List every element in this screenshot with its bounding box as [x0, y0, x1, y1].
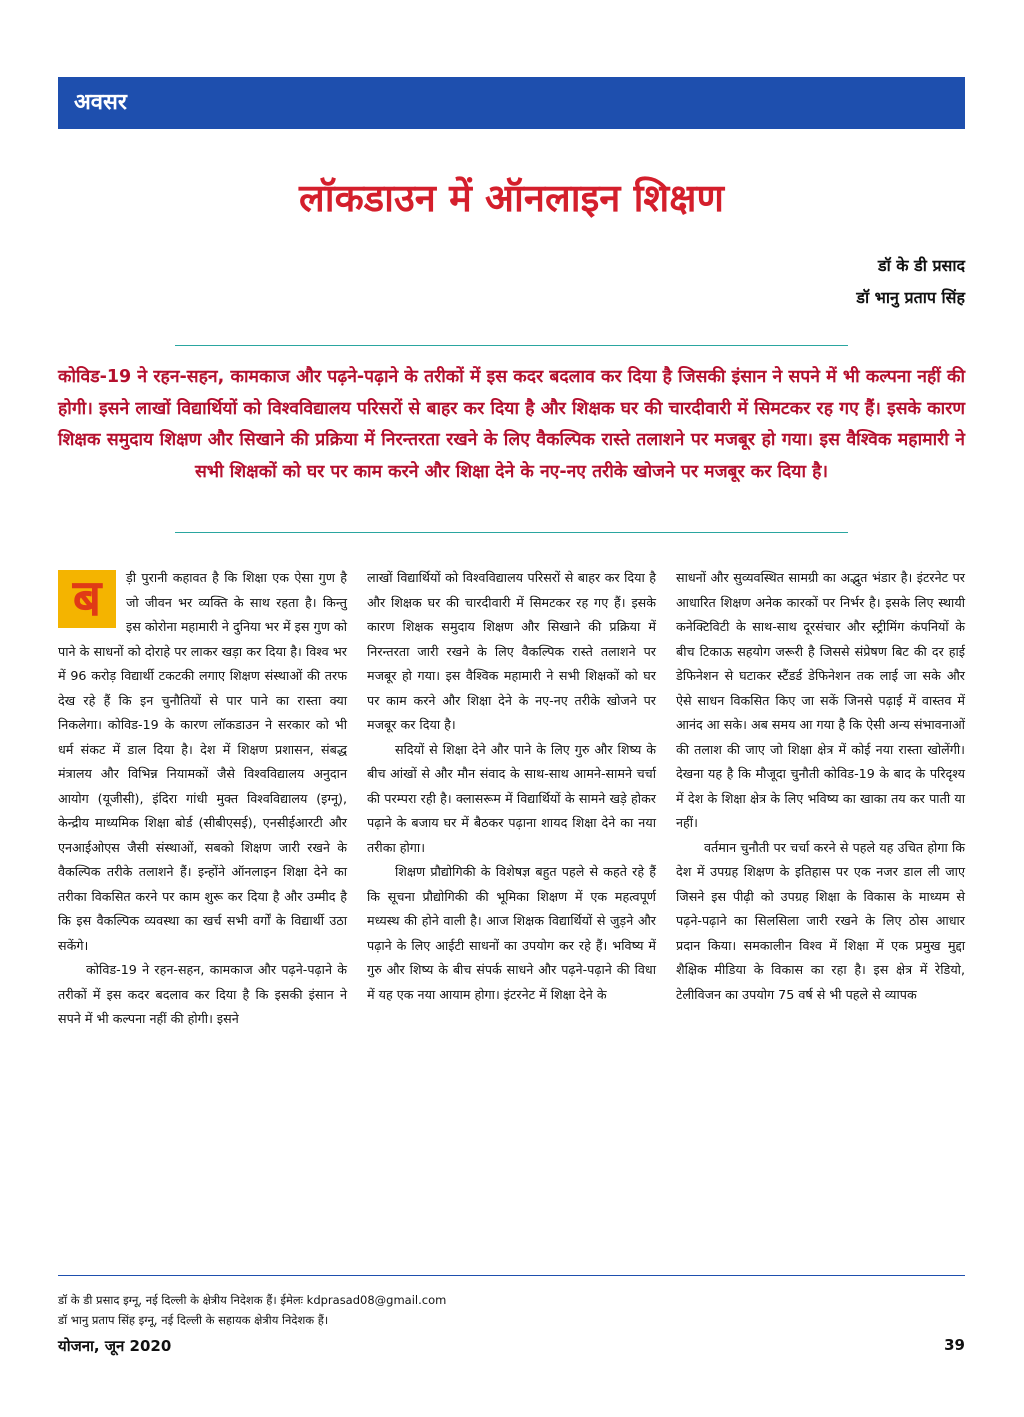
body-paragraph: कोविड-19 ने रहन-सहन, कामकाज और पढ़ने-पढ़ाने के तरीकों में इस कदर बदलाव कर दिया है कि इसकी इंसान ने सपने में भी कल्पना नहीं की होगी। इसने	[58, 962, 347, 1026]
body-paragraph: साधनों और सुव्यवस्थित सामग्री का अद्भुत भंडार है। इंटरनेट पर आधारित शिक्षण अनेक कारकों पर निर्भर है। इसके लिए स्थायी कनेक्टिविटी के साथ-साथ दूरसंचार और स्ट्रीमिंग कंपनियों के बीच टिकाऊ सहयोग जरूरी है जिससे संप्रेषण बिट की दर हाई डेफिनेशन से घटाकर स्टैंडर्ड डेफिनेशन तक लाई जा सके और ऐसे साधन विकसित किए जा सकें जिनसे पढ़ाई में वास्तव में आनंद आ सके। अब समय आ गया है कि ऐसी अन्य संभावनाओं की तलाश की जाए जो शिक्षा क्षेत्र में कोई नया रास्ता खोलेंगी। देखना यह है कि मौजूदा चुनौती कोविड-19 के बाद के परिदृश्य में देश के शिक्षा क्षेत्र के लिए भविष्य का खाका तय कर पाती या नहीं।	[676, 570, 965, 830]
article-body	[58, 566, 965, 1026]
section-label: अवसर	[74, 90, 127, 115]
body-paragraph: वर्तमान चुनौती पर चर्चा करने से पहले यह उचित होगा कि देश में उपग्रह शिक्षण के इतिहास पर एक नजर डाल ली जाए जिसने इस पीढ़ी को उपग्रह शिक्षा के विकास के माध्यम से पढ़ने-पढ़ाने का सिलसिला जारी रखने के लिए ठोस आधार प्रदान किया। समकालीन विश्व में शिक्षा में एक प्रमुख मुद्दा शैक्षिक मीडिया के विकास का रहा है। इस क्षेत्र में रेडियो, टेलीविजन का उपयोग 75 वर्ष से भी पहले से व्यापक	[676, 839, 965, 1002]
body-paragraph: शिक्षण प्रौद्योगिकी के विशेषज्ञ बहुत पहले से कहते रहे हैं कि सूचना प्रौद्योगिकी की भूमिका शिक्षण में एक महत्वपूर्ण मध्यस्थ की होने वाली है। आज शिक्षक विद्यार्थियों से जुड़ने और पढ़ाने के लिए आईटी साधनों का उपयोग कर रहे हैं। भविष्य में गुरु और शिष्य के बीच संपर्क साधने और पढ़ने-पढ़ाने की विधा में यह एक नया आयाम होगा। इंटरनेट में शिक्षा देने के	[367, 864, 656, 1002]
footnote: डॉ भानु प्रताप सिंह इग्नू, नई दिल्ली के सहायक क्षेत्रीय निदेशक हैं।	[58, 1313, 329, 1327]
author-list	[856, 250, 965, 314]
footnote-divider	[58, 1275, 965, 1276]
drop-cap: ब	[58, 570, 116, 628]
body-column-2	[367, 566, 656, 1002]
magazine-issue: योजना, जून 2020	[58, 1337, 172, 1355]
author-name: डॉ भानु प्रताप सिंह	[856, 288, 965, 307]
body-paragraph: लाखों विद्यार्थियों को विश्वविद्यालय परिसरों से बाहर कर दिया है और शिक्षक घर की चारदीवारी में सिमटकर रह गए हैं। इसके कारण शिक्षक समुदाय शिक्षण और सिखाने की प्रक्रिया में निरन्तरता जारी रखने के लिए वैकल्पिक रास्ते तलाशने पर मजबूर हो गया। इस वैश्विक महामारी ने सभी शिक्षकों को घर पर काम करने और शिक्षा देने के नए-नए तरीके खोजने पर मजबूर कर दिया है।	[367, 570, 656, 732]
abstract-divider-bottom	[175, 532, 848, 533]
page-footer	[58, 1336, 965, 1362]
article-abstract: कोविड-19 ने रहन-सहन, कामकाज और पढ़ने-पढ़ाने के तरीकों में इस कदर बदलाव कर दिया है जिसकी इंसान ने सपने में भी कल्पना नहीं की होगी। इसने लाखों विद्यार्थियों को विश्वविद्यालय परिसरों से बाहर कर दिया है और शिक्षक घर की चारदीवारी में सिमटकर रह गए हैं। इसके कारण शिक्षक समुदाय शिक्षण और सिखाने की प्रक्रिया में निरन्तरता रखने के लिए वैकल्पिक रास्ते तलाशने पर मजबूर हो गया। इस वैश्विक महामारी ने सभी शिक्षकों को घर पर काम करने और शिक्षा देने के नए-नए तरीके खोजने पर मजबूर कर दिया है।	[58, 367, 965, 482]
footnote: डॉ के डी प्रसाद इग्नू, नई दिल्ली के क्षेत्रीय निदेशक हैं। ईमेलः kdprasad08@gmail.com	[58, 1293, 447, 1307]
author-footnotes	[58, 1290, 965, 1330]
page-number: 39	[944, 1336, 965, 1354]
abstract-divider-top	[175, 345, 848, 346]
body-column-3	[676, 566, 965, 1002]
body-paragraph: सदियों से शिक्षा देने और पाने के लिए गुरु और शिष्य के बीच आंखों से और मौन संवाद के साथ-साथ आमने-सामने चर्चा की परम्परा रही है। क्लासरूम में विद्यार्थियों के सामने खड़े होकर पढ़ाने के बजाय घर में बैठकर पढ़ाना शायद शिक्षा देने का नया तरीका होगा।	[367, 741, 656, 855]
body-column-1	[58, 566, 347, 1026]
author-name: डॉ के डी प्रसाद	[878, 256, 965, 275]
article-title: लॉकडाउन में ऑनलाइन शिक्षण	[298, 176, 724, 220]
body-paragraph: ड़ी पुरानी कहावत है कि शिक्षा एक ऐसा गुण है जो जीवन भर व्यक्ति के साथ रहता है। किन्तु इस कोरोना महामारी ने दुनिया भर में इस गुण को पाने के साधनों को दोराहे पर लाकर खड़ा कर दिया है। विश्व भर में 96 करोड़ विद्यार्थी टकटकी लगाए शिक्षण संस्थाओं की तरफ देख रहे हैं कि इन चुनौतियों से पार पाने का रास्ता क्या निकलेगा। कोविड-19 के कारण लॉकडाउन ने सरकार को भी धर्म संकट में डाल दिया है। देश में शिक्षण प्रशासन, संबद्ध मंत्रालय और विभिन्न नियामकों जैसे विश्वविद्यालय अनुदान आयोग (यूजीसी), इंदिरा गांधी मुक्त विश्वविद्यालय (इग्नू), केन्द्रीय माध्यमिक शिक्षा बोर्ड (सीबीएसई), एनसीईआरटी और एनआईओएस जैसी संस्थाओं, सबको शिक्षण जारी रखने के वैकल्पिक तरीके तलाशने हैं। इन्होंने ऑनलाइन शिक्षा देने का तरीका विकसित करने पर काम शुरू कर दिया है और उम्मीद है कि इस वैकल्पिक व्यवस्था का खर्च सभी वर्गों के विद्यार्थी उठा सकेंगे।	[58, 570, 347, 953]
section-banner	[58, 77, 965, 129]
